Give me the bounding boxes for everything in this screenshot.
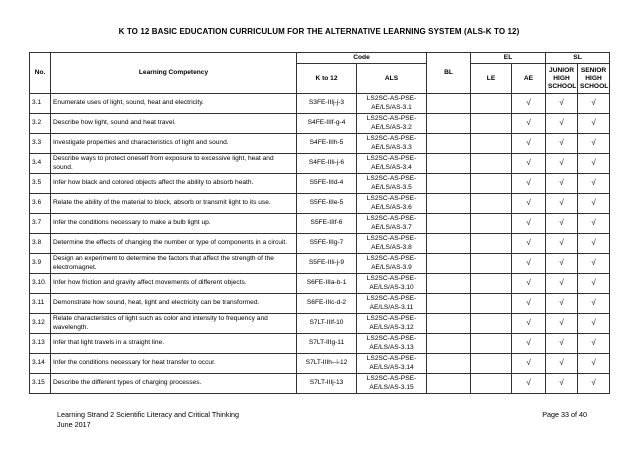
table-row xyxy=(30,314,610,334)
cell-shs-check: √ xyxy=(578,374,610,394)
cell-le xyxy=(471,134,512,154)
cell-shs-check: √ xyxy=(578,214,610,234)
cell-competency: Describe ways to protect oneself from exposure to excessive light, heat and sound. xyxy=(51,154,297,174)
cell-ae-check: √ xyxy=(512,194,546,214)
table-row xyxy=(30,354,610,374)
cell-bl xyxy=(427,374,471,394)
cell-als-code: LS2SC-AS-PSE-AE/LS/AS-3.9 xyxy=(357,254,427,274)
table-row xyxy=(30,334,610,354)
cell-bl xyxy=(427,94,471,114)
cell-k12-code: S5FE-IIIi-j-9 xyxy=(297,254,357,274)
cell-shs-check: √ xyxy=(578,294,610,314)
cell-no: 3.9 xyxy=(30,254,51,274)
cell-shs-check: √ xyxy=(578,314,610,334)
cell-als-code: LS2SC-AS-PSE-AE/LS/AS-3.11 xyxy=(357,294,427,314)
cell-als-code: LS2SC-AS-PSE-AE/LS/AS-3.14 xyxy=(357,354,427,374)
cell-competency: Determine the effects of changing the number or type of components in a circuit. xyxy=(51,234,297,254)
cell-no: 3.10. xyxy=(30,274,51,294)
cell-k12-code: S3FE-IIIj-j-3 xyxy=(297,94,357,114)
document-title: K TO 12 BASIC EDUCATION CURRICULUM FOR THE ALTERNATIVE LEARNING SYSTEM (ALS-K TO 12) xyxy=(118,27,520,36)
cell-bl xyxy=(427,134,471,154)
footer-page-number: Page 33 of 40 xyxy=(542,410,587,419)
cell-jhs-check: √ xyxy=(546,354,578,374)
cell-le xyxy=(471,114,512,134)
competency-table xyxy=(29,52,610,394)
cell-als-code: LS2SC-AS-PSE-AE/LS/AS-3.2 xyxy=(357,114,427,134)
table-row xyxy=(30,94,610,114)
cell-jhs-check: √ xyxy=(546,274,578,294)
table-row xyxy=(30,154,610,174)
cell-k12-code: S5FE-IIIe-5 xyxy=(297,194,357,214)
cell-k12-code: S5FE-IIIg-7 xyxy=(297,234,357,254)
cell-jhs-check: √ xyxy=(546,194,578,214)
cell-jhs-check: √ xyxy=(546,294,578,314)
cell-le xyxy=(471,254,512,274)
cell-no: 3.1 xyxy=(30,94,51,114)
cell-bl xyxy=(427,314,471,334)
cell-competency: Demonstrate how sound, heat, light and electricity can be transformed. xyxy=(51,294,297,314)
cell-le xyxy=(471,374,512,394)
cell-competency: Infer the conditions necessary to make a bulb light up. xyxy=(51,214,297,234)
cell-k12-code: S7LT-IIIg-11 xyxy=(297,334,357,354)
cell-le xyxy=(471,314,512,334)
table-row xyxy=(30,134,610,154)
cell-ae-check: √ xyxy=(512,274,546,294)
table-row xyxy=(30,294,610,314)
header-no: No. xyxy=(30,53,51,94)
cell-bl xyxy=(427,354,471,374)
cell-jhs-check: √ xyxy=(546,214,578,234)
cell-k12-code: S5FE-IIId-4 xyxy=(297,174,357,194)
cell-no: 3.13 xyxy=(30,334,51,354)
cell-als-code: LS2SC-AS-PSE-AE/LS/AS-3.5 xyxy=(357,174,427,194)
cell-ae-check: √ xyxy=(512,214,546,234)
cell-als-code: LS2SC-AS-PSE-AE/LS/AS-3.6 xyxy=(357,194,427,214)
cell-shs-check: √ xyxy=(578,134,610,154)
cell-bl xyxy=(427,334,471,354)
cell-shs-check: √ xyxy=(578,94,610,114)
header-le: LE xyxy=(471,64,512,94)
cell-competency: Infer that light travels in a straight line. xyxy=(51,334,297,354)
cell-le xyxy=(471,174,512,194)
cell-no: 3.15 xyxy=(30,374,51,394)
cell-no: 3.5 xyxy=(30,174,51,194)
cell-shs-check: √ xyxy=(578,154,610,174)
cell-k12-code: S4FE-IIIh-5 xyxy=(297,134,357,154)
cell-le xyxy=(471,274,512,294)
cell-shs-check: √ xyxy=(578,194,610,214)
cell-jhs-check: √ xyxy=(546,374,578,394)
cell-jhs-check: √ xyxy=(546,94,578,114)
cell-jhs-check: √ xyxy=(546,154,578,174)
header-k12: K to 12 xyxy=(297,64,357,94)
cell-jhs-check: √ xyxy=(546,114,578,134)
cell-bl xyxy=(427,254,471,274)
cell-k12-code: S7LT-IIIf-10 xyxy=(297,314,357,334)
header-als: ALS xyxy=(357,64,427,94)
cell-shs-check: √ xyxy=(578,334,610,354)
cell-ae-check: √ xyxy=(512,334,546,354)
cell-ae-check: √ xyxy=(512,94,546,114)
cell-als-code: LS2SC-AS-PSE-AE/LS/AS-3.7 xyxy=(357,214,427,234)
cell-jhs-check: √ xyxy=(546,234,578,254)
cell-bl xyxy=(427,114,471,134)
cell-shs-check: √ xyxy=(578,354,610,374)
cell-shs-check: √ xyxy=(578,274,610,294)
cell-k12-code: S5FE-IIIf-6 xyxy=(297,214,357,234)
cell-le xyxy=(471,94,512,114)
cell-ae-check: √ xyxy=(512,354,546,374)
cell-ae-check: √ xyxy=(512,114,546,134)
cell-no: 3.6 xyxy=(30,194,51,214)
cell-jhs-check: √ xyxy=(546,314,578,334)
table-row xyxy=(30,214,610,234)
footer-date: June 2017 xyxy=(57,420,91,429)
cell-no: 3.7 xyxy=(30,214,51,234)
header-el: EL xyxy=(471,53,546,64)
table-row xyxy=(30,174,610,194)
cell-le xyxy=(471,194,512,214)
cell-als-code: LS2SC-AS-PSE-AE/LS/AS-3.10 xyxy=(357,274,427,294)
cell-le xyxy=(471,354,512,374)
cell-competency: Investigate properties and characteristics of light and sound. xyxy=(51,134,297,154)
cell-k12-code: S7LT-IIIj-13 xyxy=(297,374,357,394)
header-shs: SENIOR HIGH SCHOOL xyxy=(578,64,610,94)
cell-no: 3.8 xyxy=(30,234,51,254)
cell-competency: Infer the conditions necessary for heat transfer to occur. xyxy=(51,354,297,374)
header-jhs: JUNIOR HIGH SCHOOL xyxy=(546,64,578,94)
cell-ae-check: √ xyxy=(512,294,546,314)
cell-jhs-check: √ xyxy=(546,254,578,274)
cell-bl xyxy=(427,234,471,254)
cell-als-code: LS2SC-AS-PSE-AE/LS/AS-3.12 xyxy=(357,314,427,334)
cell-als-code: LS2SC-AS-PSE-AE/LS/AS-3.4 xyxy=(357,154,427,174)
cell-competency: Infer how black and colored objects affect the ability to absorb heath. xyxy=(51,174,297,194)
cell-competency: Relate characteristics of light such as color and intensity to frequency and wavelength. xyxy=(51,314,297,334)
table-body xyxy=(30,94,610,394)
cell-no: 3.14 xyxy=(30,354,51,374)
cell-le xyxy=(471,234,512,254)
cell-ae-check: √ xyxy=(512,254,546,274)
header-code: Code xyxy=(297,53,427,64)
cell-k12-code: S4FE-IIIf-g-4 xyxy=(297,114,357,134)
cell-ae-check: √ xyxy=(512,174,546,194)
table-row xyxy=(30,374,610,394)
cell-le xyxy=(471,214,512,234)
cell-le xyxy=(471,154,512,174)
cell-le xyxy=(471,294,512,314)
cell-competency: Design an experiment to determine the factors that affect the strength of the electromagnet. xyxy=(51,254,297,274)
cell-shs-check: √ xyxy=(578,254,610,274)
cell-k12-code: S6FE-IIIa-b-1 xyxy=(297,274,357,294)
cell-bl xyxy=(427,154,471,174)
cell-shs-check: √ xyxy=(578,114,610,134)
cell-competency: Infer how friction and gravity affect movements of different objects. xyxy=(51,274,297,294)
cell-no: 3.3 xyxy=(30,134,51,154)
cell-jhs-check: √ xyxy=(546,334,578,354)
cell-bl xyxy=(427,214,471,234)
cell-no: 3.12 xyxy=(30,314,51,334)
cell-le xyxy=(471,334,512,354)
cell-als-code: LS2SC-AS-PSE-AE/LS/AS-3.1 xyxy=(357,94,427,114)
cell-ae-check: √ xyxy=(512,314,546,334)
header-bl: BL xyxy=(427,53,471,94)
cell-als-code: LS2SC-AS-PSE-AE/LS/AS-3.13 xyxy=(357,334,427,354)
header-ae: AE xyxy=(512,64,546,94)
cell-jhs-check: √ xyxy=(546,174,578,194)
header-sl: SL xyxy=(546,53,610,64)
table-row xyxy=(30,254,610,274)
cell-ae-check: √ xyxy=(512,234,546,254)
header-competency: Learning Competency xyxy=(51,53,297,94)
cell-jhs-check: √ xyxy=(546,134,578,154)
cell-als-code: LS2SC-AS-PSE-AE/LS/AS-3.8 xyxy=(357,234,427,254)
cell-als-code: LS2SC-AS-PSE-AE/LS/AS-3.3 xyxy=(357,134,427,154)
table-row xyxy=(30,234,610,254)
cell-bl xyxy=(427,194,471,214)
cell-bl xyxy=(427,274,471,294)
cell-competency: Relate the ability of the material to block, absorb or transmit light to its use. xyxy=(51,194,297,214)
cell-als-code: LS2SC-AS-PSE-AE/LS/AS-3.15 xyxy=(357,374,427,394)
cell-ae-check: √ xyxy=(512,134,546,154)
cell-no: 3.4 xyxy=(30,154,51,174)
cell-ae-check: √ xyxy=(512,374,546,394)
cell-competency: Describe how light, sound and heat travel. xyxy=(51,114,297,134)
table-row xyxy=(30,274,610,294)
cell-k12-code: S6FE-IIIc-d-2 xyxy=(297,294,357,314)
cell-shs-check: √ xyxy=(578,234,610,254)
table-row xyxy=(30,114,610,134)
cell-competency: Enumerate uses of light, sound, heat and electricity. xyxy=(51,94,297,114)
cell-shs-check: √ xyxy=(578,174,610,194)
cell-ae-check: √ xyxy=(512,154,546,174)
cell-no: 3.2 xyxy=(30,114,51,134)
table-row xyxy=(30,194,610,214)
cell-k12-code: S4FE-IIIi-j-6 xyxy=(297,154,357,174)
cell-bl xyxy=(427,294,471,314)
cell-k12-code: S7LT-IIIh--i-12 xyxy=(297,354,357,374)
footer-strand: Learning Strand 2 Scientific Literacy and Critical Thinking xyxy=(57,410,240,419)
cell-bl xyxy=(427,174,471,194)
cell-competency: Describe the different types of charging processes. xyxy=(51,374,297,394)
cell-no: 3.11 xyxy=(30,294,51,314)
